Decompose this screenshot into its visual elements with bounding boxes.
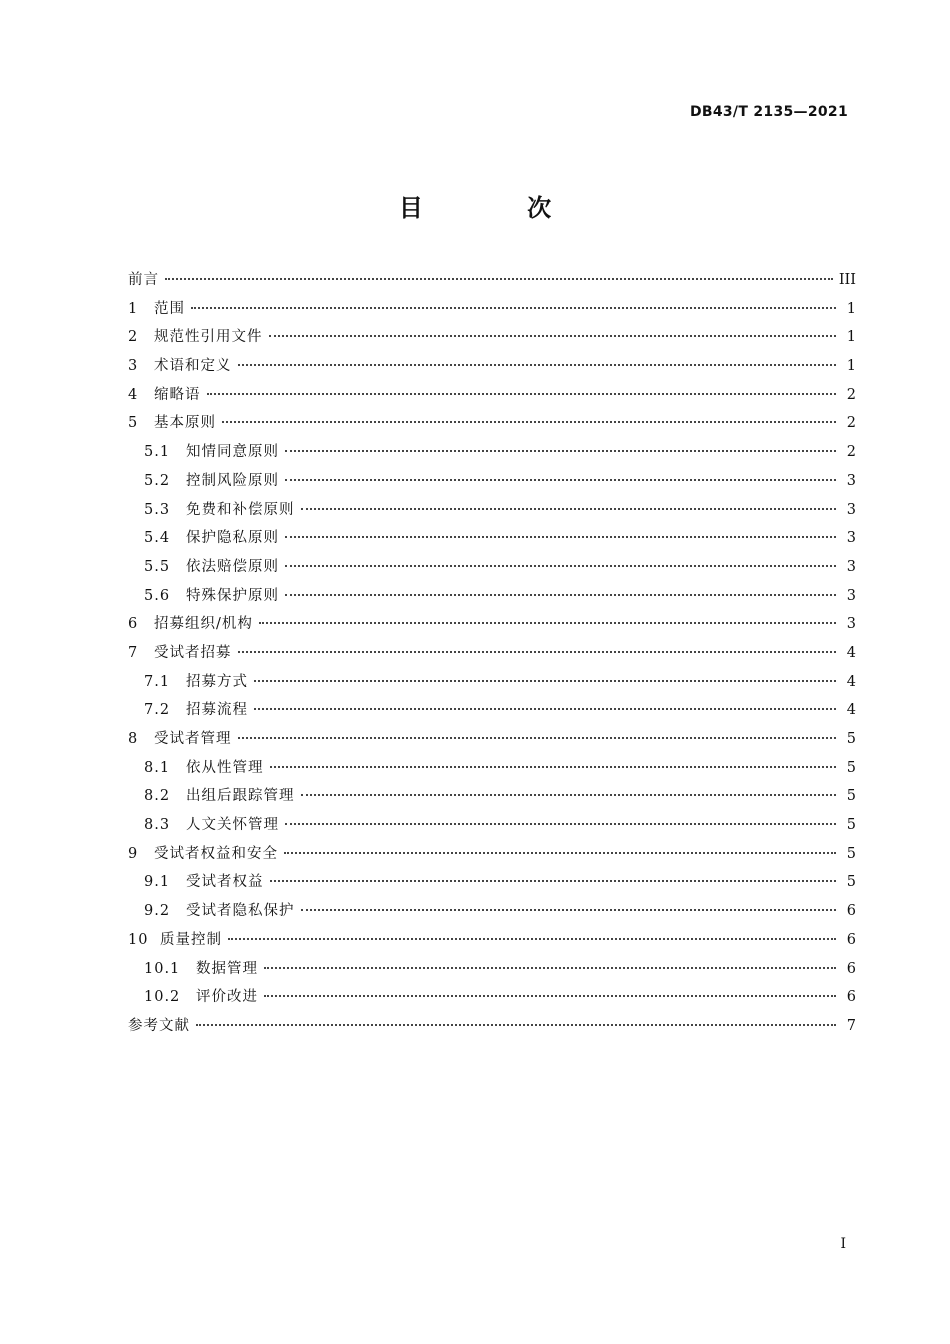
toc-entry-number: 5.6 <box>144 587 171 604</box>
toc-entry[interactable] <box>128 840 856 869</box>
toc-dot-leader <box>165 278 833 280</box>
toc-entry-number: 10.1 <box>144 960 181 977</box>
table-of-contents <box>128 266 856 1041</box>
toc-dot-leader <box>191 307 836 309</box>
toc-entry-page: 2 <box>846 444 856 461</box>
toc-entry[interactable] <box>128 352 856 381</box>
toc-dot-leader <box>264 995 836 997</box>
toc-entry-number: 3 <box>128 358 139 375</box>
toc-entry[interactable] <box>128 639 856 668</box>
toc-entry-label: 特殊保护原则 <box>186 587 279 604</box>
toc-entry-number: 8.3 <box>144 817 171 834</box>
toc-entry-label: 招募流程 <box>186 702 248 719</box>
toc-entry-page: 5 <box>846 788 856 805</box>
toc-entry-number: 4 <box>128 386 139 403</box>
toc-entry-page: 6 <box>846 960 856 977</box>
toc-entry-page: 4 <box>846 673 856 690</box>
toc-entry-label: 范围 <box>154 300 185 317</box>
toc-entry[interactable] <box>128 868 856 897</box>
toc-entry-label: 受试者隐私保护 <box>186 903 295 920</box>
toc-dot-leader <box>254 680 836 682</box>
toc-entry[interactable] <box>128 955 856 984</box>
toc-dot-leader <box>238 651 837 653</box>
toc-entry-label: 质量控制 <box>160 931 222 948</box>
toc-entry-label: 受试者权益和安全 <box>154 845 278 862</box>
toc-entry-label: 知情同意原则 <box>186 444 279 461</box>
toc-entry[interactable] <box>128 295 856 324</box>
toc-entry-number: 1 <box>128 300 139 317</box>
toc-dot-leader <box>285 594 836 596</box>
toc-entry-label: 数据管理 <box>196 960 258 977</box>
toc-entry-number: 2 <box>128 329 139 346</box>
toc-entry-label: 规范性引用文件 <box>154 329 263 346</box>
toc-entry-number: 7 <box>128 644 139 661</box>
toc-dot-leader <box>238 737 837 739</box>
toc-entry[interactable] <box>128 1012 856 1041</box>
toc-entry[interactable] <box>128 897 856 926</box>
toc-entry-label: 人文关怀管理 <box>186 817 279 834</box>
toc-entry-label: 出组后跟踪管理 <box>186 788 295 805</box>
document-code: DB43/T 2135—2021 <box>689 104 848 120</box>
toc-entry[interactable] <box>128 610 856 639</box>
toc-entry[interactable] <box>128 782 856 811</box>
toc-entry-number: 5 <box>128 415 139 432</box>
toc-entry[interactable] <box>128 496 856 525</box>
toc-dot-leader <box>284 852 836 854</box>
toc-dot-leader <box>301 508 837 510</box>
toc-dot-leader <box>301 909 837 911</box>
toc-entry-page: 5 <box>846 817 856 834</box>
toc-entry-page: 7 <box>846 1017 856 1034</box>
toc-entry-label: 依法赔偿原则 <box>186 558 279 575</box>
page-number: I <box>840 1236 846 1252</box>
toc-entry-number: 5.2 <box>144 472 171 489</box>
toc-dot-leader <box>270 766 837 768</box>
toc-entry-label: 受试者权益 <box>186 874 264 891</box>
toc-entry-number: 6 <box>128 616 139 633</box>
toc-entry-number: 8 <box>128 731 139 747</box>
toc-entry-label: 免费和补偿原则 <box>186 501 295 518</box>
toc-entry-page: 2 <box>846 415 856 432</box>
toc-entry-page: 4 <box>846 702 856 719</box>
toc-entry[interactable] <box>128 725 856 754</box>
toc-dot-leader <box>228 938 836 940</box>
toc-entry[interactable] <box>128 926 856 955</box>
toc-entry[interactable] <box>128 438 856 467</box>
toc-entry-label: 参考文献 <box>128 1017 190 1034</box>
toc-entry-label: 缩略语 <box>154 386 201 403</box>
toc-entry-label: 招募方式 <box>186 673 248 690</box>
toc-entry[interactable] <box>128 811 856 840</box>
toc-dot-leader <box>285 565 836 567</box>
toc-entry-page: 1 <box>846 358 856 375</box>
toc-dot-leader <box>269 335 837 337</box>
toc-dot-leader <box>285 823 836 825</box>
toc-entry-page: 2 <box>846 386 856 403</box>
toc-entry-label: 基本原则 <box>154 415 216 432</box>
toc-entry-page: 1 <box>846 300 856 317</box>
toc-entry-label: 依从性管理 <box>186 759 264 776</box>
toc-entry[interactable] <box>128 668 856 697</box>
toc-entry[interactable] <box>128 524 856 553</box>
toc-entry-page: 3 <box>846 501 856 518</box>
toc-entry-label: 受试者招募 <box>154 644 232 661</box>
toc-dot-leader <box>222 421 836 423</box>
toc-entry-label: 评价改进 <box>196 989 258 1006</box>
toc-entry-page: 3 <box>846 558 856 575</box>
toc-entry-number: 5.1 <box>144 444 171 461</box>
toc-entry[interactable] <box>128 983 856 1012</box>
toc-entry-number: 5.4 <box>144 530 171 547</box>
toc-dot-leader <box>196 1024 836 1026</box>
toc-entry-number: 9.1 <box>144 874 171 891</box>
toc-entry[interactable] <box>128 582 856 611</box>
toc-entry-page: 5 <box>846 759 856 776</box>
toc-entry-label: 招募组织/机构 <box>154 616 253 633</box>
toc-entry-page: 3 <box>846 472 856 489</box>
toc-entry[interactable] <box>128 467 856 496</box>
toc-dot-leader <box>254 708 836 710</box>
toc-entry-label: 控制风险原则 <box>186 472 279 489</box>
toc-entry-page: 5 <box>846 845 856 862</box>
toc-entry-page: 1 <box>846 329 856 346</box>
toc-entry-page: 6 <box>846 989 856 1006</box>
toc-dot-leader <box>238 364 837 366</box>
toc-dot-leader <box>270 880 837 882</box>
toc-entry-number: 7.2 <box>144 702 171 719</box>
toc-entry-page: 3 <box>846 530 856 547</box>
toc-entry-label: 受试者管理 <box>154 731 232 747</box>
toc-entry-label: 术语和定义 <box>154 358 232 375</box>
toc-entry[interactable] <box>128 754 856 783</box>
toc-entry[interactable] <box>128 409 856 438</box>
toc-entry-number: 10 <box>128 931 149 948</box>
toc-dot-leader <box>301 794 837 796</box>
toc-entry-number: 9 <box>128 845 139 862</box>
toc-dot-leader <box>264 967 836 969</box>
toc-entry-label: 保护隐私原则 <box>186 530 279 547</box>
toc-entry-number: 10.2 <box>144 989 181 1006</box>
toc-entry-page: 5 <box>846 874 856 891</box>
toc-entry[interactable] <box>128 553 856 582</box>
toc-entry-number: 8.1 <box>144 759 171 776</box>
toc-entry-number: 9.2 <box>144 903 171 920</box>
toc-dot-leader <box>207 393 837 395</box>
toc-entry[interactable] <box>128 381 856 410</box>
toc-entry-page: 5 <box>846 731 856 747</box>
toc-entry-page: 6 <box>846 903 856 920</box>
toc-entry-number: 7.1 <box>144 673 171 690</box>
toc-dot-leader <box>285 479 836 481</box>
toc-entry-page: 4 <box>846 644 856 661</box>
toc-entry-page: 3 <box>846 616 856 633</box>
page-title: 目 次 <box>398 194 600 222</box>
toc-entry-label: 前言 <box>128 272 159 288</box>
toc-entry-page: III <box>838 272 856 288</box>
toc-entry-number: 5.3 <box>144 501 171 518</box>
toc-entry[interactable] <box>128 323 856 352</box>
toc-entry-page: 6 <box>846 931 856 948</box>
toc-entry-number: 8.2 <box>144 788 171 805</box>
toc-dot-leader <box>285 536 836 538</box>
toc-dot-leader <box>285 450 836 452</box>
toc-dot-leader <box>259 622 836 624</box>
toc-entry-number: 5.5 <box>144 558 171 575</box>
toc-entry[interactable] <box>128 266 856 295</box>
toc-entry[interactable] <box>128 696 856 725</box>
toc-entry-page: 3 <box>846 587 856 604</box>
